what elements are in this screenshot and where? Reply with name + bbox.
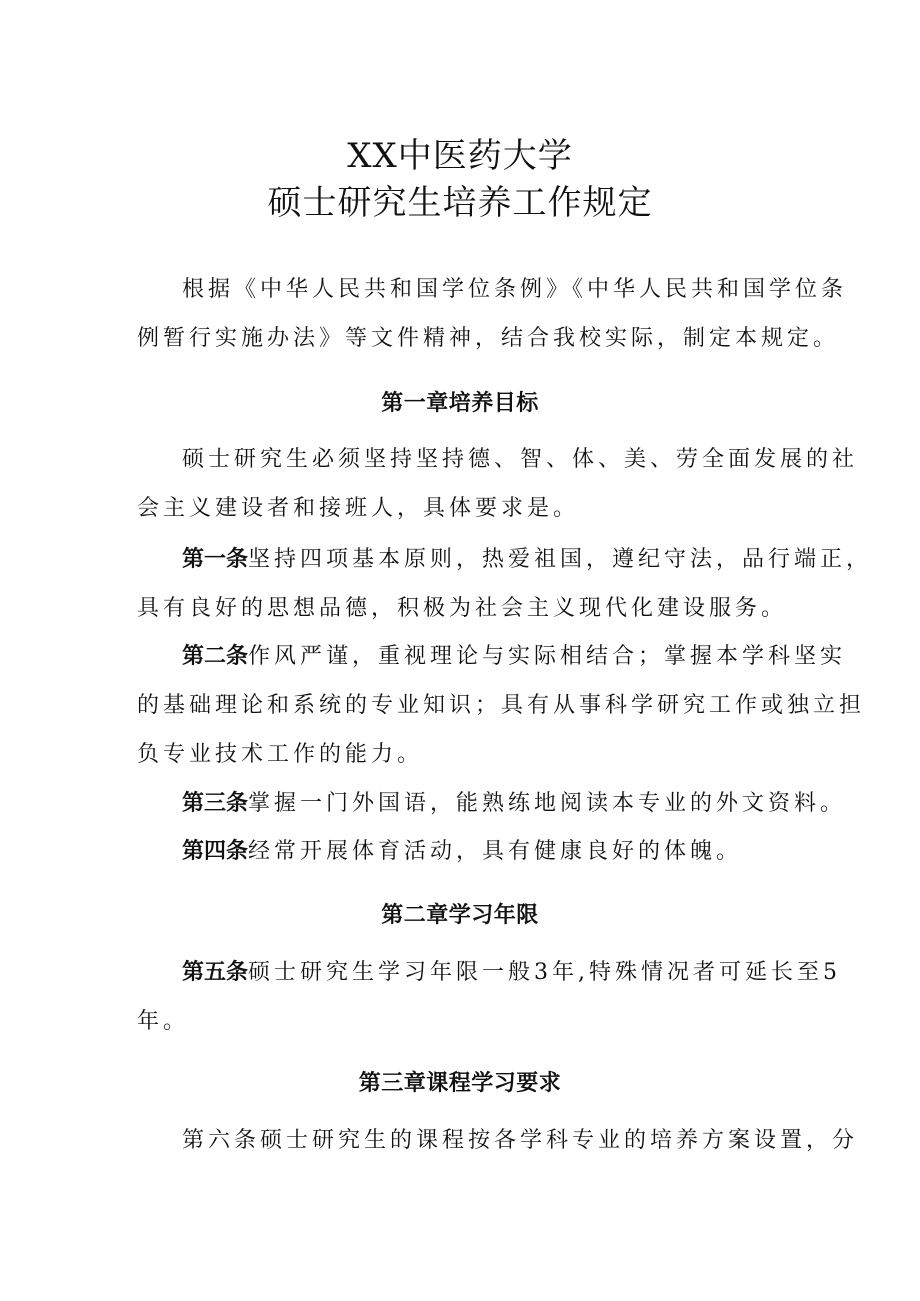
document-title-line2: 硕士研究生培养工作规定 [267, 183, 653, 223]
article-5-label: 第五条 [182, 960, 249, 985]
chapter2-heading: 第二章学习年限 [381, 903, 539, 928]
article-5-line-2: 年。 [137, 1009, 190, 1034]
article-5-line-1 [182, 955, 842, 986]
preamble-line-1: 根据《中华人民共和国学位条例》《中华人民共和国学位条 [182, 277, 848, 302]
article-4-label: 第四条 [182, 839, 249, 864]
article-5-text: 硕士研究生学习年限一般3年,特殊情况者可延长至5 [248, 960, 842, 985]
article-4-text: 经常开展体育活动，具有健康良好的体魄。 [248, 839, 743, 864]
chapter1-intro-line-1: 硕士研究生必须坚持坚持德、智、体、美、劳全面发展的社 [182, 447, 859, 472]
chapter1-heading: 第一章培养目标 [381, 391, 539, 416]
article-2-line-1 [182, 639, 847, 670]
article-2-text: 作风严谨，重视理论与实际相结合；掌握本学科坚实 [248, 644, 847, 669]
preamble-line-2: 例暂行实施办法》等文件精神，结合我校实际，制定本规定。 [137, 326, 840, 351]
article-3-label: 第三条 [182, 791, 249, 816]
article-6-line-1: 第六条硕士研究生的课程按各学科专业的培养方案设置，分 [182, 1128, 859, 1153]
article-2-line-2: 的基础理论和系统的专业知识；具有从事科学研究工作或独立担 [137, 693, 866, 718]
document-title-line1: XX中医药大学 [347, 136, 573, 176]
article-3-text: 掌握一门外国语，能熟练地阅读本专业的外文资料。 [248, 791, 847, 816]
article-1-text: 坚持四项基本原则，热爱祖国，遵纪守法，品行端正， [248, 547, 873, 572]
chapter1-intro-line-2: 会主义建设者和接班人，具体要求是。 [137, 496, 580, 521]
article-3-line-1 [182, 786, 847, 817]
article-2-label: 第二条 [182, 644, 249, 669]
article-1-line-2: 具有良好的思想品德，积极为社会主义现代化建设服务。 [137, 596, 788, 621]
article-2-line-3: 负专业技术工作的能力。 [137, 742, 424, 767]
article-1-label: 第一条 [182, 547, 249, 572]
chapter3-heading: 第三章课程学习要求 [358, 1071, 562, 1096]
article-4-line-1 [182, 834, 802, 865]
article-1-line-1 [182, 542, 873, 573]
